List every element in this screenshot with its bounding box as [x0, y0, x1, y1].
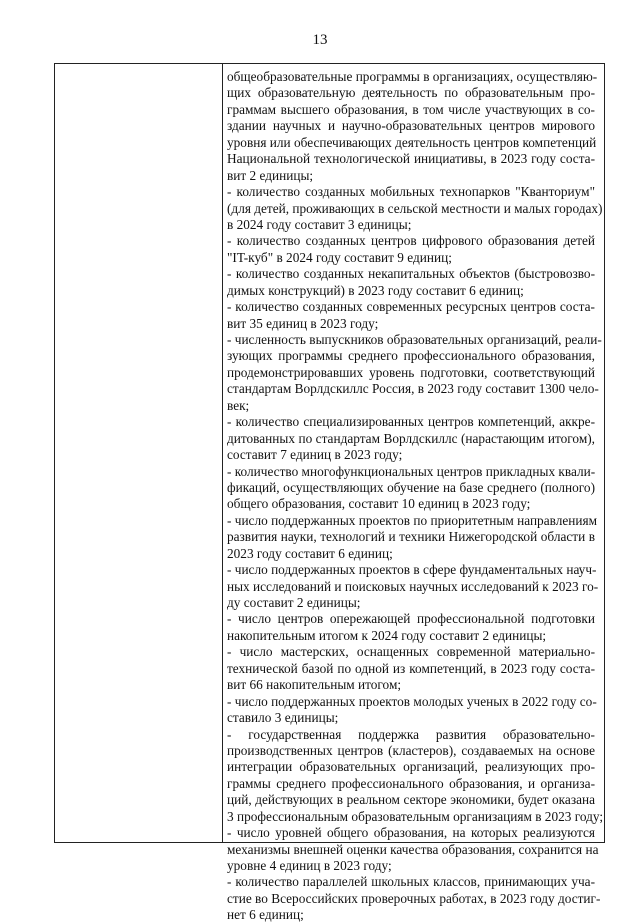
text-line: 3 профессиональным образовательным организациям в 2023 году; — [227, 808, 604, 824]
text-line: общеобразовательные программы в организациях, осуществляю- — [227, 69, 598, 84]
text-line: вит 2 единицы; — [227, 167, 314, 183]
text-line: (для детей, проживающих в сельской местности и малых городах) — [227, 200, 603, 216]
text-line: стандартам Ворлдскиллс Россия, в 2023 году составит 1300 чело- — [227, 381, 599, 397]
column-divider — [222, 64, 223, 842]
text-line: составит 7 единиц в 2023 году; — [227, 447, 403, 463]
text-line: нет 6 единиц; — [227, 907, 304, 923]
page-number: 13 — [312, 32, 328, 48]
table-right-cell — [227, 69, 604, 924]
text-line: 2023 году составит 6 единиц; — [227, 545, 393, 561]
text-line: - число поддержанных проектов в сфере фундаментальных науч- — [227, 562, 597, 578]
text-line: ций, действующих в реальном секторе экономики, будет оказана — [227, 792, 595, 808]
text-line: - количество созданных некапитальных объектов (быстровозво- — [227, 266, 595, 282]
text-line: - количество специализированных центров компетенций, аккре- — [227, 414, 595, 430]
text-line: технической базой по одной из компетенций, в 2023 году соста- — [227, 660, 595, 676]
text-line: - количество созданных современных ресурсных центров соста- — [227, 299, 595, 315]
text-line: - число центров опережающей профессиональной подготовки — [227, 611, 595, 627]
text-line: - государственная поддержка развития образовательно- — [227, 726, 595, 742]
text-line: ных исследований и поисковых научных исследований к 2023 го- — [227, 578, 599, 594]
text-line: развития науки, технологий и техники Нижегородской области в — [227, 529, 595, 545]
text-line: уровне 4 единиц в 2023 году; — [227, 858, 392, 873]
text-line: "IT-куб" в 2024 году составит 9 единиц; — [227, 249, 452, 265]
text-line: - число мастерских, оснащенных современной материально- — [227, 644, 595, 660]
text-line: здании научных и научно-образовательных центров мирового — [227, 118, 595, 134]
text-line: граммам высшего образования, в том числе участвующих в со- — [227, 101, 595, 117]
text-line: зующих программы среднего профессионального образования, — [227, 348, 595, 364]
text-line: димых конструкций) в 2023 году составит 6 единиц; — [227, 282, 524, 298]
text-line: продемонстрировавших уровень подготовки, соответствующий — [227, 364, 595, 380]
text-line: - численность выпускников образовательных организаций, реали- — [227, 332, 602, 347]
text-line: - число поддержанных проектов по приоритетным направлениям — [227, 512, 598, 528]
text-line: вит 35 единиц в 2023 году; — [227, 315, 379, 331]
text-line: - количество параллелей школьных классов, принимающих уча- — [227, 874, 595, 890]
text-line: - число уровней общего образования, на которых реализуются — [227, 825, 595, 841]
text-line: общего образования, составит 10 единиц в 2023 году; — [227, 496, 531, 512]
text-line: дитованных по стандартам Ворлдскиллс (нарастающим итогом), — [227, 430, 595, 446]
text-line: механизмы внешней оценки качества образования, сохранится на — [227, 841, 599, 857]
table-left-cell — [55, 64, 222, 842]
text-line: интеграции образовательных организаций, реализующих про- — [227, 759, 595, 775]
text-line: век; — [227, 397, 250, 413]
text-line: ду составит 2 единицы; — [227, 595, 361, 610]
text-line: граммы среднего профессионального образования, и организа- — [227, 775, 595, 791]
text-line: - число поддержанных проектов молодых ученых в 2022 году со- — [227, 693, 597, 709]
document-table — [54, 63, 605, 923]
text-line: уровня или обеспечивающих деятельность центров компетенций — [227, 134, 597, 150]
text-line: фикаций, осуществляющих обучение на базе среднего (полного) — [227, 479, 595, 495]
text-line: накопительным итогом к 2024 году составит 2 единицы; — [227, 627, 547, 643]
text-line: Национальной технологической инициативы, в 2023 году соста- — [227, 151, 595, 167]
text-line: - количество созданных центров цифрового образования детей — [227, 233, 595, 249]
text-line: - количество созданных мобильных технопарков "Кванториум" — [227, 184, 595, 200]
text-line: стие во Всероссийских проверочных работах, в 2023 году достиг- — [227, 890, 601, 906]
text-line: в 2024 году составит 3 единицы; — [227, 216, 412, 232]
text-line: щих образовательную деятельность по образовательным про- — [227, 85, 595, 101]
text-line: ставило 3 единицы; — [227, 710, 339, 726]
text-line: производственных центров (кластеров), создаваемых на основе — [227, 742, 595, 758]
text-line: - количество многофункциональных центров прикладных квали- — [227, 463, 596, 479]
text-line: вит 66 накопительным итогом; — [227, 677, 402, 693]
